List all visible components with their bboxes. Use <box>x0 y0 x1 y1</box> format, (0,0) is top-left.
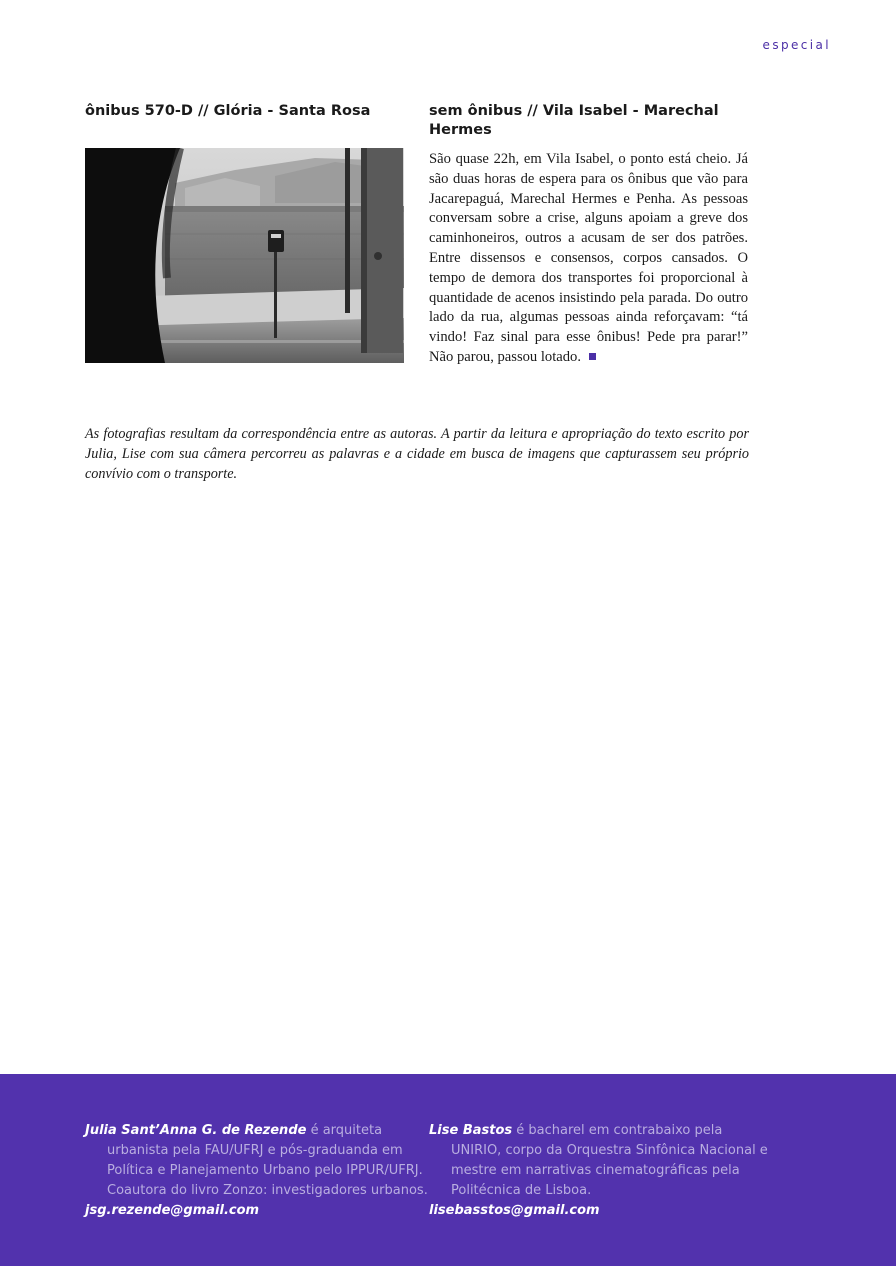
body-text: São quase 22h, em Vila Isabel, o ponto está cheio. Já são duas horas de espera para os ônibus que vão para Jacarepaguá, Marechal Hermes e Penha. As pessoas conversam sobre a crise, alguns apoiam a greve dos caminhoneiros, outros a acusam de ser dos patrões. Entre dissensos e consensos, corpos cansados. O tempo de demora dos transportes foi proporcional à quantidade de acenos insistindo pela parada. Do outro lado da rua, algumas pessoas ainda reforçavam: “tá vindo! Faz sinal para esse ônibus! Pede pra parar!” Não parou, passou lotado. <box>429 151 748 365</box>
author-name: Lise Bastos <box>429 1123 513 1138</box>
author-bio-julia <box>85 1121 429 1221</box>
author-description: é arquiteta urbanista pela FAU/UFRJ e pós-graduanda em Política e Planejamento Urbano pelo IPPUR/UFRJ. Coautora do livro Zonzo: investigadores urbanos. <box>107 1123 428 1198</box>
section-label: especial <box>762 38 831 52</box>
photo-caption: As fotografias resultam da correspondência entre as autoras. A partir da leitura e apropriação do texto escrito por Julia, Lise com sua câmera percorreu as palavras e a cidade em busca de imagens que capturassem seu próprio convívio com o transporte. <box>85 426 749 482</box>
left-column-title: ônibus 570-D // Glória - Santa Rosa <box>85 103 371 119</box>
author-email: lisebasstos@gmail.com <box>429 1203 600 1218</box>
end-of-article-mark <box>589 353 596 360</box>
right-column-body <box>429 150 748 368</box>
author-name: Julia Sant’Anna G. de Rezende <box>85 1123 307 1138</box>
author-description: é bacharel em contrabaixo pela UNIRIO, corpo da Orquestra Sinfônica Nacional e mestre em narrativas cinematográficas pela Politécnica de Lisboa. <box>451 1123 768 1198</box>
bus-stop-photo <box>85 148 404 363</box>
right-column-title: sem ônibus // Vila Isabel - Marechal Hermes <box>429 103 719 138</box>
author-email: jsg.rezende@gmail.com <box>85 1203 260 1218</box>
author-bio-lise <box>429 1121 773 1221</box>
bus-stop-photo-graphic <box>85 148 404 363</box>
author-bios-footer <box>0 1074 896 1266</box>
